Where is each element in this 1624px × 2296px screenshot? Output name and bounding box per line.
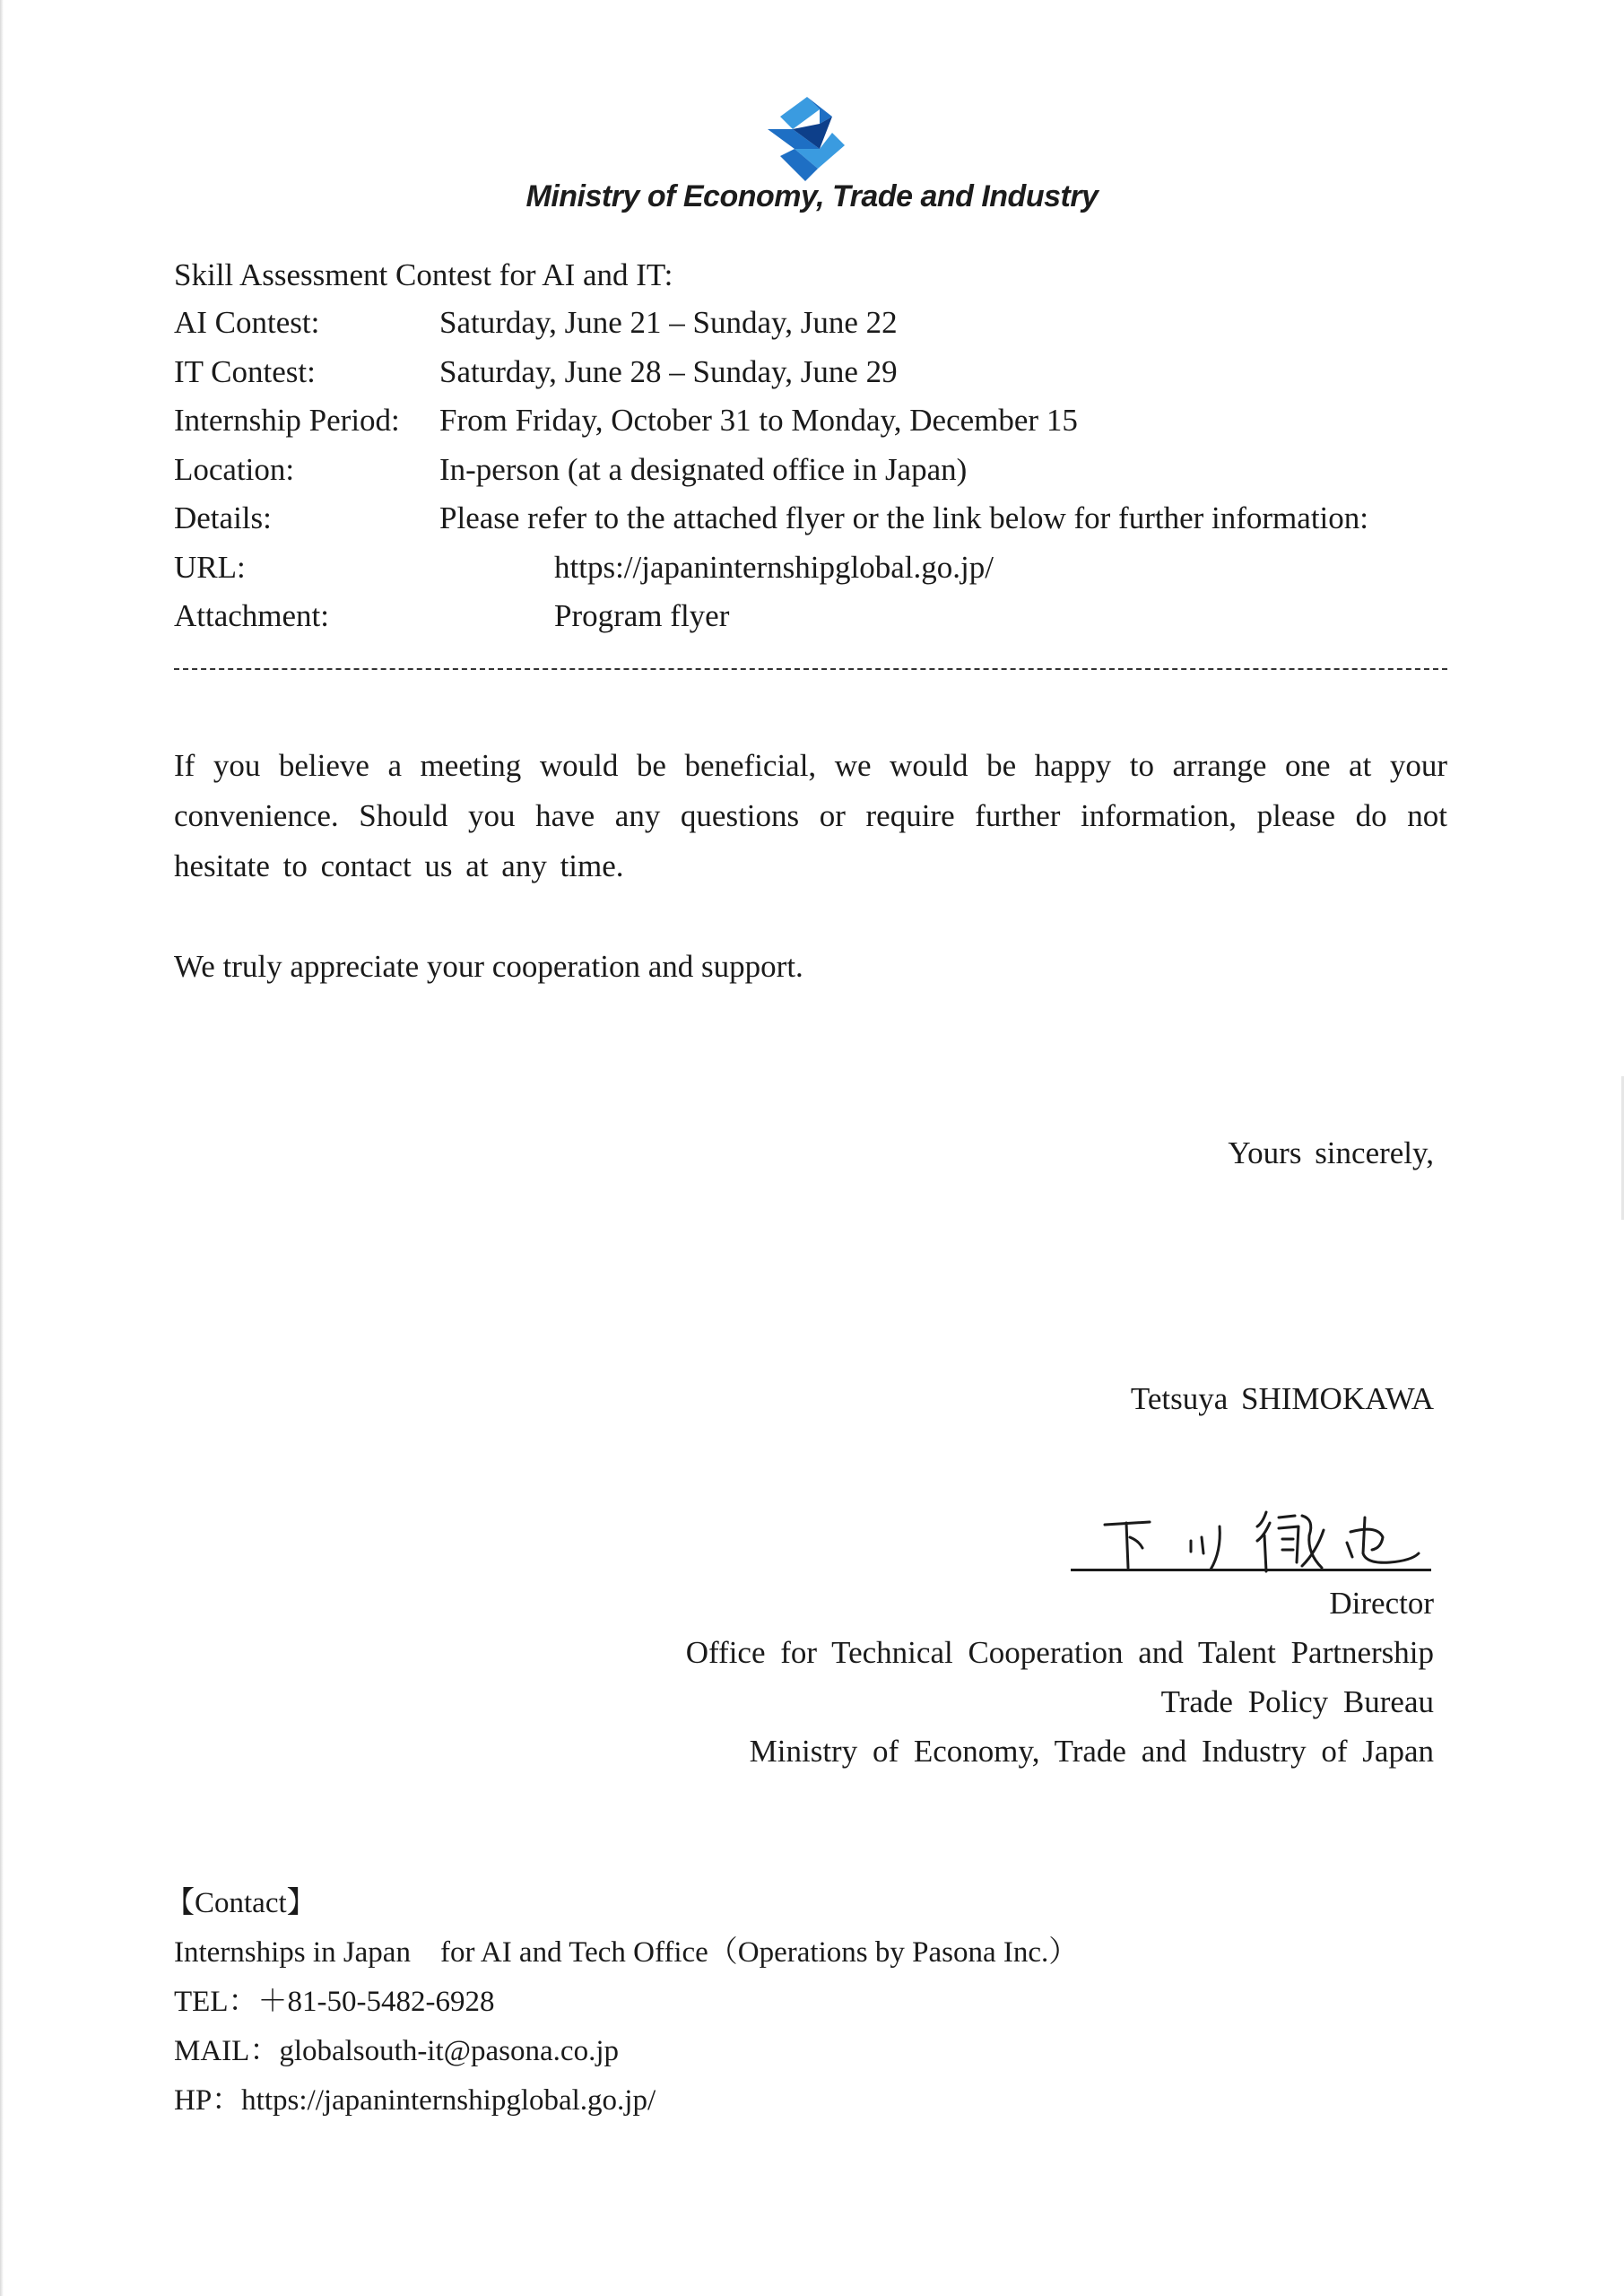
info-value: Saturday, June 28 – Sunday, June 29	[439, 353, 898, 389]
contest-intro: Skill Assessment Contest for AI and IT:	[174, 257, 673, 292]
info-label: Details:	[174, 500, 272, 535]
program-url-link[interactable]: https://japaninternshipglobal.go.jp/	[554, 549, 994, 585]
info-value: In-person (at a designated office in Japan)	[439, 451, 968, 487]
info-label: Internship Period:	[174, 403, 400, 438]
body-paragraph: If you believe a meeting would be beneficial, we would be happy to arrange one at your convenience. Should you have any questions or require further information, please do not hesitate to contact us at any time.	[174, 748, 1447, 883]
contact-office: Internships in Japan for AI and Tech Office（Operations by Pasona Inc.）	[174, 1936, 1079, 1969]
ministry-name-text: Ministry of Economy, Trade and Industry	[525, 179, 1099, 213]
info-label: AI Contest:	[174, 305, 320, 340]
meti-logo-icon	[768, 97, 845, 181]
contact-tel[interactable]: TEL：＋81-50-5482-6928	[174, 1986, 495, 2018]
info-value: From Friday, October 31 to Monday, December 15	[439, 403, 1078, 438]
closing-salutation: Yours sincerely,	[1228, 1135, 1434, 1170]
signatory-block	[686, 1578, 1434, 1776]
signer-title: Director	[1329, 1586, 1434, 1621]
body-paragraph: We truly appreciate your cooperation and support.	[174, 949, 803, 984]
signer-name: Tetsuya SHIMOKAWA	[1130, 1381, 1434, 1416]
dashed-divider	[174, 668, 1447, 670]
attachment-name: Program flyer	[554, 598, 730, 633]
scan-edge	[0, 0, 4, 2296]
contact-block	[165, 1879, 1079, 2126]
signature-line	[1071, 1569, 1431, 1571]
contact-heading: 【Contact】	[165, 1887, 317, 1919]
info-label: URL:	[174, 549, 246, 585]
ministry-name	[0, 179, 1624, 214]
info-label: Attachment:	[174, 598, 330, 633]
handwritten-signature	[1067, 1500, 1435, 1575]
info-label: IT Contest:	[174, 353, 316, 389]
contact-homepage[interactable]: HP：https://japaninternshipglobal.go.jp/	[174, 2084, 656, 2117]
signer-office: Office for Technical Cooperation and Talent Partnership	[685, 1635, 1434, 1670]
info-value: Please refer to the attached flyer or the link below for further information:	[439, 500, 1368, 535]
info-label: Location:	[174, 451, 295, 487]
contact-mail[interactable]: MAIL：globalsouth-it@pasona.co.jp	[174, 2035, 619, 2067]
signer-bureau: Trade Policy Bureau	[1160, 1684, 1434, 1719]
signer-ministry: Ministry of Economy, Trade and Industry of Japan	[749, 1734, 1434, 1769]
info-value: Saturday, June 21 – Sunday, June 22	[439, 305, 898, 340]
